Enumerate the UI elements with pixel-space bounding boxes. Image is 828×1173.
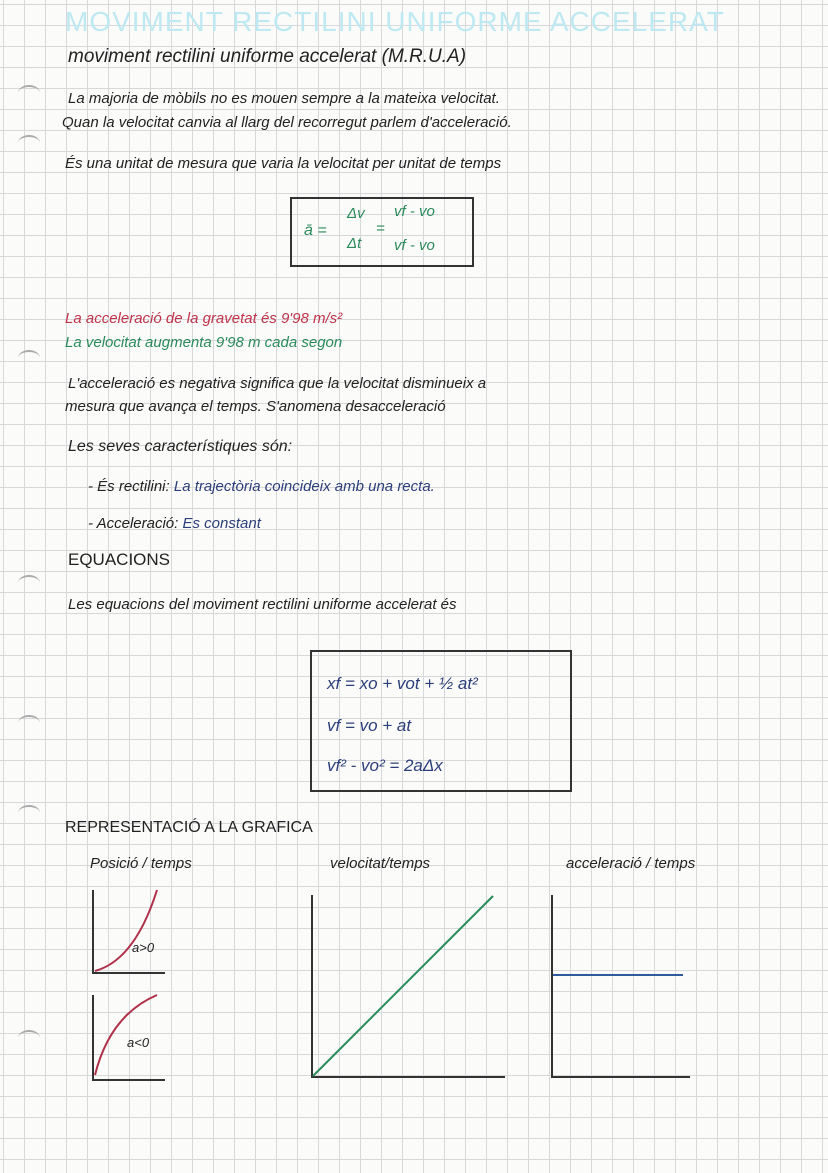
equation-line: vf² - vo² = 2aΔx	[327, 756, 443, 775]
title-watermark: MOVIMENT RECTILINI UNIFORME ACCELERAT	[65, 6, 725, 37]
negative-text: mesura que avança el temps. S'anomena desacceleració	[65, 398, 446, 415]
intro-line: La majoria de mòbils no es mouen sempre a la mateixa velocitat.	[68, 90, 500, 107]
binder-hole	[18, 85, 40, 101]
velocity-line	[313, 896, 493, 1076]
axes-pos-positive	[93, 890, 165, 973]
binder-hole	[18, 715, 40, 731]
gravity-line: La acceleració de la gravetat és 9'98 m/s²	[65, 310, 343, 327]
equation-line: vf = vo + at	[327, 716, 412, 735]
gravity-line: La velocitat augmenta 9'98 m cada segon	[65, 334, 343, 351]
curve-a-positive	[95, 890, 157, 971]
acceleration-graph	[545, 890, 705, 1085]
negative-text: L'acceleració es negativa significa que la velocitat disminueix a	[68, 375, 487, 392]
position-graph-label: Posició / temps	[90, 855, 192, 872]
equations-heading: EQUACIONS	[68, 550, 171, 569]
formula-eq: =	[376, 220, 385, 237]
char-text: La trajectòria coincideix amb una recta.	[173, 478, 435, 495]
definition-text: És una unitat de mesura que varia la velocitat per unitat de temps	[65, 155, 502, 172]
formula-den: Δt	[347, 235, 362, 252]
binder-hole	[18, 805, 40, 821]
equations-intro: Les equacions del moviment rectilini uniforme accelerat és	[68, 596, 457, 613]
acceleration-graph-label: acceleració / temps	[566, 855, 696, 872]
binder-hole	[18, 575, 40, 591]
a-positive-label: a>0	[132, 940, 155, 955]
characteristics-heading: Les seves característiques són:	[68, 438, 293, 455]
formula-num: Δv	[347, 205, 365, 222]
formula-den: vf - vo	[394, 237, 435, 254]
char-label: - Acceleració:	[88, 515, 179, 532]
velocity-graph-label: velocitat/temps	[330, 855, 431, 872]
binder-hole	[18, 135, 40, 151]
char-text: Es constant	[182, 515, 261, 532]
acceleration-axes	[552, 895, 690, 1077]
formula-num: vf - vo	[394, 203, 435, 220]
page-title: moviment rectilini uniforme accelerat (M.R.U.A)	[68, 46, 467, 67]
a-negative-label: a<0	[127, 1035, 150, 1050]
equations-box	[310, 650, 572, 792]
binder-hole	[18, 350, 40, 366]
formula-lhs: ā =	[304, 222, 327, 239]
binder-hole	[18, 1030, 40, 1046]
velocity-axes	[312, 895, 505, 1077]
formula-box	[290, 197, 474, 267]
velocity-graph	[305, 890, 515, 1085]
position-graphs	[85, 885, 185, 1090]
graphs-heading: REPRESENTACIÓ A LA GRAFICA	[65, 819, 313, 836]
equation-line: xf = xo + vot + ½ at²	[327, 674, 478, 693]
char-label: - És rectilini:	[88, 478, 170, 495]
intro-line: Quan la velocitat canvia al llarg del recorregut parlem d'acceleració.	[62, 114, 512, 131]
